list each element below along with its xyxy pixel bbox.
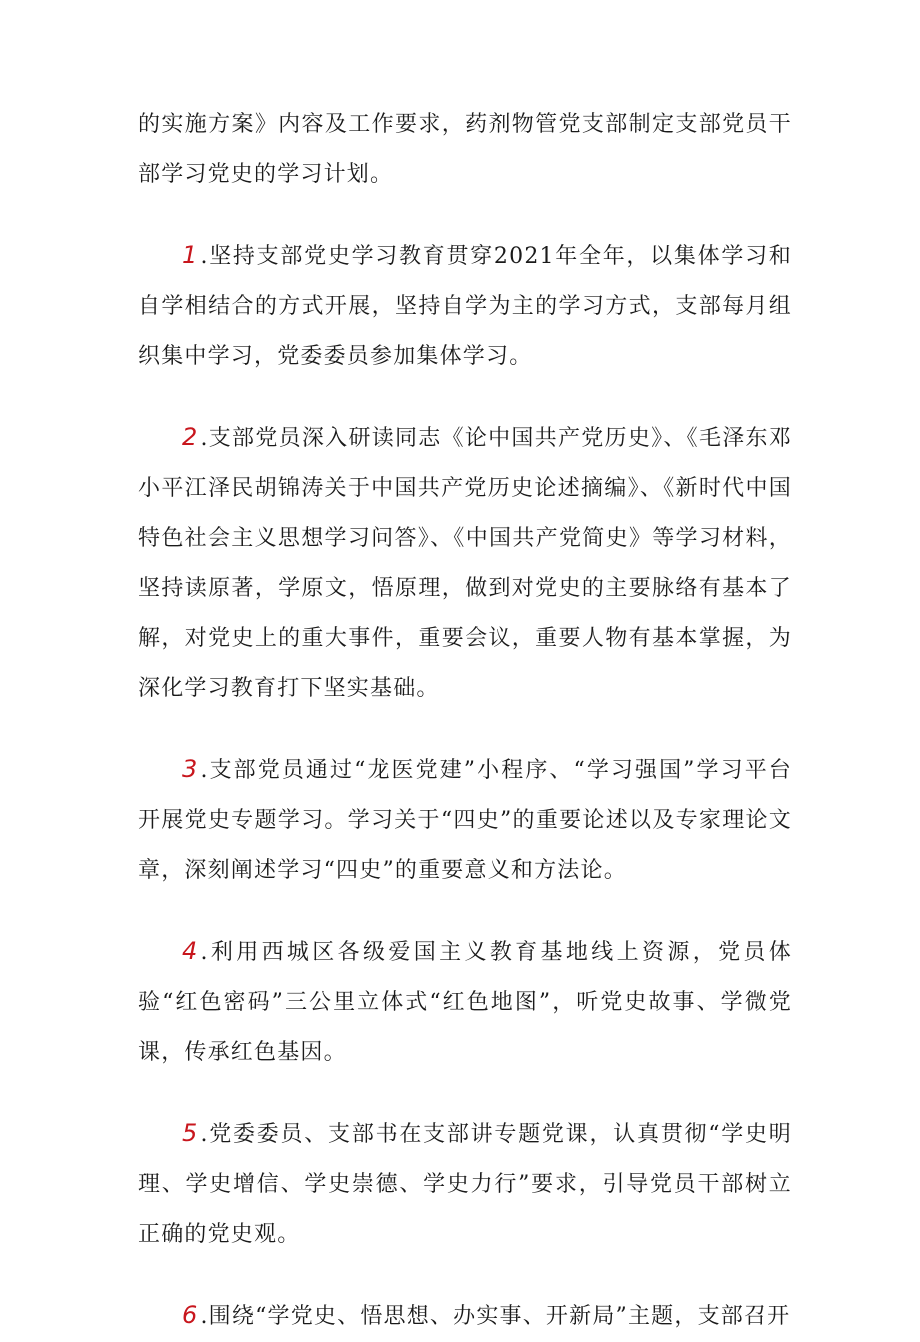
item-number: 4 — [182, 937, 199, 965]
intro-text: 的实施方案》内容及工作要求，药剂物管党支部制定支部党员干部学习党史的学习计划。 — [138, 112, 792, 187]
list-item-3 — [138, 744, 792, 896]
item-text: .利用西城区各级爱国主义教育基地线上资源，党员体验“红色密码”三公里立体式“红色地图”，听党史故事、学微党课，传承红色基因。 — [138, 940, 792, 1065]
list-item-1 — [138, 230, 792, 382]
item-number: 6 — [182, 1301, 199, 1329]
list-item-5 — [138, 1108, 792, 1260]
item-number: 5 — [182, 1119, 199, 1147]
item-number: 1 — [182, 241, 199, 269]
list-item-2 — [138, 412, 792, 714]
item-text: .围绕“学党史、悟思想、办实事、开新局”主题，支部召开 — [200, 1304, 791, 1329]
item-number: 2 — [182, 423, 199, 451]
item-text: .党委委员、支部书在支部讲专题党课，认真贯彻“学史明理、学史增信、学史崇德、学史力行”要求，引导党员干部树立正确的党史观。 — [138, 1122, 792, 1247]
intro-paragraph — [138, 100, 792, 200]
item-text: .坚持支部党史学习教育贯穿2021年全年，以集体学习和自学相结合的方式开展，坚持自学为主的学习方式，支部每月组织集中学习，党委委员参加集体学习。 — [138, 244, 792, 369]
item-number: 3 — [182, 755, 199, 783]
item-text: .支部党员深入研读同志《论中国共产党历史》、《毛泽东邓小平江泽民胡锦涛关于中国共产党历史论述摘编》、《新时代中国特色社会主义思想学习问答》、《中国共产党简史》等学习材料，坚持读原著，学原文，悟原理，做到对党史的主要脉络有基本了解，对党史上的重大事件，重要会议，重要人物有基本掌握，为深化学习教育打下坚实基础。 — [138, 426, 792, 701]
list-item-6 — [138, 1290, 792, 1342]
item-text: .支部党员通过“龙医党建”小程序、“学习强国”学习平台开展党史专题学习。学习关于“四史”的重要论述以及专家理论文章，深刻阐述学习“四史”的重要意义和方法论。 — [138, 758, 792, 883]
list-item-4 — [138, 926, 792, 1078]
